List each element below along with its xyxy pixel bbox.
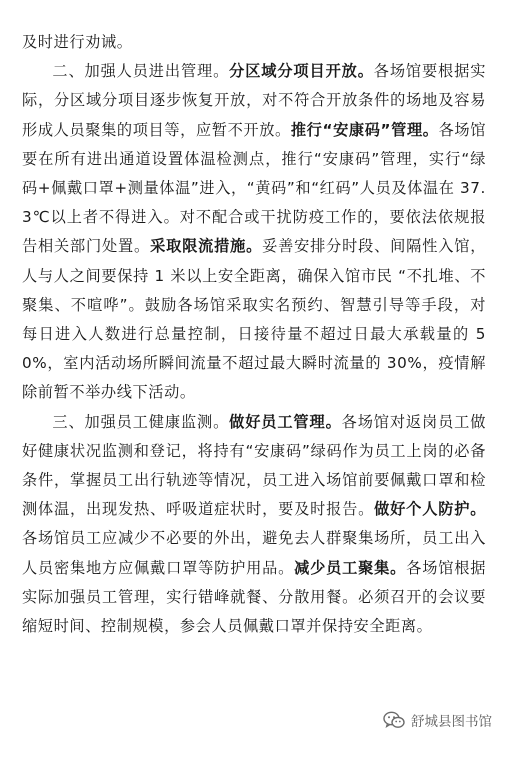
text-run: 二、加强人员进出管理。 [52, 62, 230, 81]
watermark-text: 舒城县图书馆 [411, 714, 492, 730]
paragraph [22, 408, 486, 642]
watermark [383, 710, 492, 730]
text-run: 各场馆要根据实际，分区域分项目逐步恢复开放，对不符合开放条件的场地及容易形成人员聚集的项目等，应暂不开放。 [22, 62, 486, 139]
bold-heading-run: 减少员工聚集。 [294, 558, 407, 577]
bold-heading-run: 分区域分项目开放。 [229, 62, 374, 81]
paragraph [22, 57, 486, 407]
bold-heading-run: 采取限流措施。 [150, 237, 263, 256]
wechat-icon [383, 711, 405, 729]
paragraph [22, 28, 486, 57]
text-run: 及时进行劝诫。 [22, 33, 133, 51]
text-run: 各场馆员工应减少不必要的外出，避免去人群聚集场所，员工出入人员密集地方应佩戴口罩等防护用品。 [22, 529, 486, 577]
text-run: 各场馆对返岗员工做好健康状况监测和登记，将持有“安康码”绿码作为员工上岗的必备条件，掌握员工出行轨迹等情况，员工进入场馆前要佩戴口罩和检测体温，出现发热、呼吸道症状时，要及时报告。 [22, 412, 486, 519]
text-run: 妥善安排分时段、间隔性入馆，人与人之间要保持 1 米以上安全距离，确保入馆市民 “不扎堆、不聚集、不喧哗”。鼓励各场馆采取实名预约、智慧引导等手段，对每日进入人数进行总量控制，日接待量不超过日最大承载量的 50%，室内活动场所瞬间流量不超过最大瞬时流量的 30%，疫情解除前暂不举办线下活动。 [22, 237, 487, 402]
text-run: 各场馆根据实际加强员工管理，实行错峰就餐、分散用餐。必须召开的会议要缩短时间、控制规模，参会人员佩戴口罩并保持安全距离。 [22, 558, 487, 636]
bold-heading-run: 做好个人防护。 [374, 500, 487, 519]
bold-heading-run: 推行“安康码”管理。 [290, 120, 439, 139]
text-run: 三、加强员工健康监测。 [52, 412, 230, 431]
text-run: 各场馆要在所有进出通道设置体温检测点，推行“安康码”管理，实行“绿码+佩戴口罩+测量体温”进入，“黄码”和“红码”人员及体温在 37.3℃以上者不得进入。对不配合或干扰防疫工作的，要依法依规报告相关部门处置。 [22, 120, 486, 256]
document-body [22, 28, 486, 641]
bold-heading-run: 做好员工管理。 [229, 412, 342, 431]
